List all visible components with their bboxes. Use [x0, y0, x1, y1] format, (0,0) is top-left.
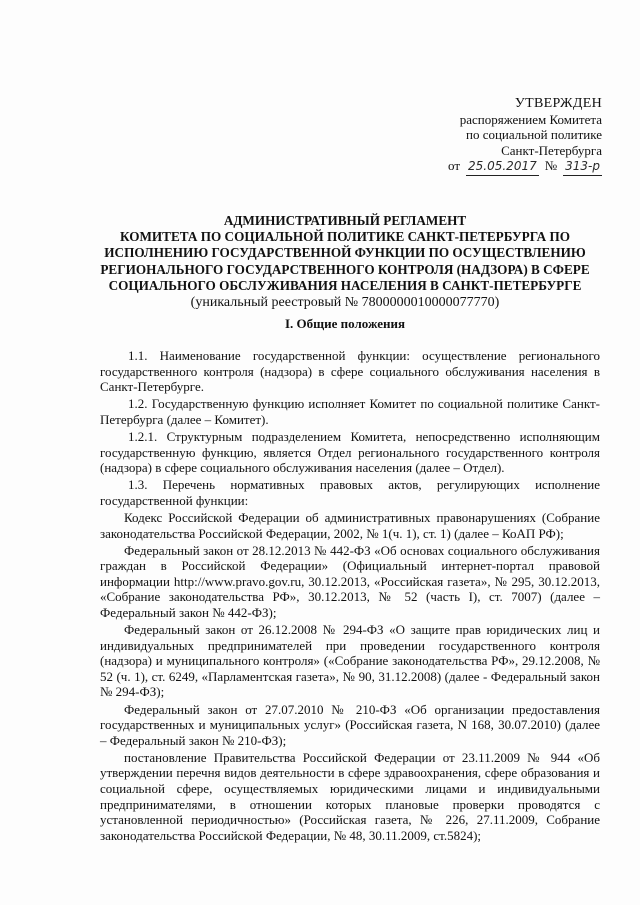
approval-date-line	[412, 158, 602, 176]
title-line-1: АДМИНИСТРАТИВНЫЙ РЕГЛАМЕНТ	[223, 213, 467, 228]
approval-line-1: распоряжением Комитета	[459, 111, 602, 127]
paragraph-1-1: 1.1. Наименование государственной функции: осуществление регионального государственного контроля (надзора) в сфере социального обслуживания населения в Санкт-Петербурге.	[100, 348, 600, 395]
paragraph-1-3: 1.3. Перечень нормативных правовых актов, регулирующих исполнение государственной функции:	[100, 477, 600, 508]
title-line-5: СОЦИАЛЬНОГО ОБСЛУЖИВАНИЯ НАСЕЛЕНИЯ В САНКТ-ПЕТЕРБУРГЕ	[108, 277, 582, 293]
handwritten-date: 25.05.2017	[466, 159, 539, 176]
section-heading: I. Общие положения	[285, 316, 405, 331]
approval-heading: УТВЕРЖДЕН	[514, 96, 602, 111]
paragraph-1-2-1: 1.2.1. Структурным подразделением Комитета, непосредственно исполняющим государственную функцию, является Отдел регионального государственного контроля (надзора) в сфере социального обслуживания населения (далее – Отдел).	[100, 428, 600, 476]
paragraph-resolution-944: постановление Правительства Российской Федерации от 23.11.2009 № 944 «Об утверждении перечня видов деятельности в сфере здравоохранения, сфере образования и социальной сфере, осуществляемых юридическими лицами и индивидуальными предпринимателями, в отношении которых плановые проверки проводятся с установленной периодичностью» (Российская газета, № 226, 27.11.2009, Собрание законодательства Российской Федерации, № 48, 30.11.2009, ст.5824);	[100, 749, 600, 843]
paragraph-fz-210: Федеральный закон от 27.07.2010 № 210-ФЗ «Об организации предоставления государственных и муниципальных услуг» (Российская газета, N 168, 30.07.2010) (далее – Федеральный закон № 210-ФЗ);	[100, 701, 600, 748]
date-prefix: от	[448, 158, 461, 173]
approval-line-3: Санкт-Петербурга	[501, 142, 602, 158]
paragraph-1-2: 1.2. Государственную функцию исполняет Комитет по социальной политике Санкт-Петербурга (далее – Комитет).	[100, 396, 600, 427]
title-line-4: РЕГИОНАЛЬНОГО ГОСУДАРСТВЕННОГО КОНТРОЛЯ (НАДЗОРА) В СФЕРЕ	[100, 261, 590, 277]
approval-stamp	[412, 96, 602, 176]
title-line-3: ИСПОЛНЕНИЮ ГОСУДАРСТВЕННОЙ ФУНКЦИИ ПО ОСУЩЕСТВЛЕНИЮ	[104, 245, 586, 261]
approval-line-2: по социальной политике	[466, 127, 602, 142]
paragraph-fz-294: Федеральный закон от 26.12.2008 № 294-ФЗ «О защите прав юридических лиц и индивидуальных предпринимателей при проведении государственного контроля (надзора) и муниципального контроля» («Собрание законодательства РФ», 29.12.2008, № 52 (ч. 1), ст. 6249, «Парламентская газета», № 90, 31.12.2008) (далее - Федеральный закон № 294-ФЗ);	[100, 622, 600, 700]
document-body	[100, 348, 600, 845]
document-title	[100, 213, 590, 311]
number-prefix: №	[544, 158, 558, 173]
title-line-2: КОМИТЕТА ПО СОЦИАЛЬНОЙ ПОЛИТИКЕ САНКТ-ПЕТЕРБУРГА ПО	[119, 229, 571, 245]
paragraph-fz-442: Федеральный закон от 28.12.2013 № 442-ФЗ «Об основах социального обслуживания граждан в Российской Федерации» (Официальный интернет-портал правовой информации http://www.pravo.gov.ru, 30.12.2013, «Российская газета», № 295, 30.12.2013, «Собрание законодательства РФ», 30.12.2013, № 52 (часть I), ст. 7007) (далее – Федеральный закон № 442-ФЗ);	[100, 542, 600, 620]
registry-number: (уникальный реестровый № 7800000010000077770)	[190, 295, 500, 311]
handwritten-number: 313-р	[563, 159, 602, 176]
paragraph-koap: Кодекс Российской Федерации об административных правонарушениях (Собрание законодательства Российской Федерации, 2002, № 1(ч. 1), ст. 1) (далее – КоАП РФ);	[100, 509, 600, 541]
